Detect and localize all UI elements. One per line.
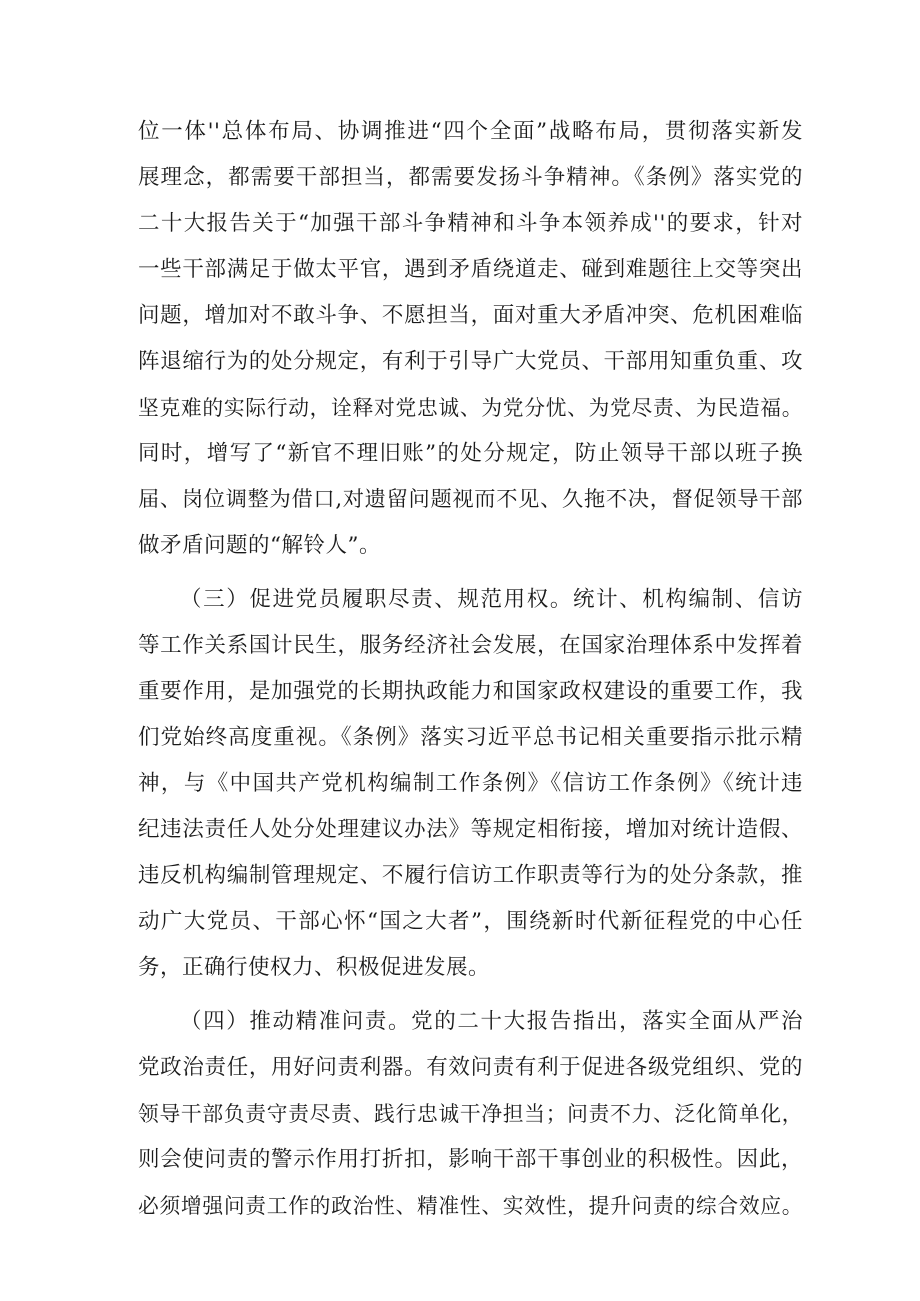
paragraph-3-line-4: 则会使问责的警示作用打折扣，影响干部干事创业的积极性。因此， xyxy=(138,1147,803,1172)
paragraph-1-line-4: 一些干部满足于做太平官，遇到矛盾绕道走、碰到难题往上交等突出 xyxy=(138,257,803,282)
paragraph-1-line-5: 问题，增加对不敢斗争、不愿担当，面对重大矛盾冲突、危机困难临 xyxy=(138,303,803,328)
paragraph-1-line-1: 位一体''总体布局、协调推进“四个全面”战略布局，贯彻落实新发 xyxy=(138,119,803,144)
paragraph-1-line-10: 做矛盾问题的“解铃人”。 xyxy=(138,533,381,558)
paragraph-1-line-9: 届、岗位调整为借口,对遗留问题视而不见、久拖不决，督促领导干部 xyxy=(138,487,803,512)
paragraph-1-line-7: 坚克难的实际行动，诠释对党忠诚、为党分忧、为党尽责、为民造福。 xyxy=(138,396,803,420)
paragraph-3-line-2: 党政治责任，用好问责利器。有效问责有利于促进各级党组织、党的 xyxy=(138,1055,803,1080)
paragraph-2-line-1: （三）促进党员履职尽责、规范用权。统计、机构编制、信访 xyxy=(180,587,803,612)
paragraph-2-line-2: 等工作关系国计民生，服务经济社会发展，在国家治理体系中发挥着 xyxy=(138,633,803,658)
paragraph-2-line-4: 们党始终高度重视。《条例》落实习近平总书记相关重要指示批示精 xyxy=(138,725,803,750)
paragraph-1-line-8: 同时，增写了“新官不理旧账”的处分规定，防止领导干部以班子换 xyxy=(138,441,803,466)
paragraph-2-line-7: 违反机构编制管理规定、不履行信访工作职责等行为的处分条款，推 xyxy=(138,863,803,888)
paragraph-2-line-9: 务，正确行使权力、积极促进发展。 xyxy=(138,955,491,980)
paragraph-3-line-5: 必须增强问责工作的政治性、精准性、实效性，提升问责的综合效应。 xyxy=(138,1194,803,1218)
paragraph-1-line-3: 二十大报告关于“加强干部斗争精神和斗争本领养成''的要求，针对 xyxy=(138,211,803,236)
paragraph-2-line-5: 神，与《中国共产党机构编制工作条例》《信访工作条例》《统计违 xyxy=(138,771,803,796)
paragraph-2-line-3: 重要作用，是加强党的长期执政能力和国家政权建设的重要工作，我 xyxy=(138,679,803,704)
paragraph-2-line-8: 动广大党员、干部心怀“国之大者”，围绕新时代新征程党的中心任 xyxy=(138,909,803,934)
paragraph-2-line-6: 纪违法责任人处分处理建议办法》等规定相衔接，增加对统计造假、 xyxy=(138,817,803,842)
paragraph-1-line-2: 展理念，都需要干部担当，都需要发扬斗争精神。《条例》落实党的 xyxy=(138,165,803,190)
paragraph-3-line-1: （四）推动精准问责。党的二十大报告指出，落实全面从严治 xyxy=(180,1009,803,1034)
paragraph-3-line-3: 领导干部负责守责尽责、践行忠诚干净担当；问责不力、泛化简单化， xyxy=(138,1102,803,1126)
paragraph-1-line-6: 阵退缩行为的处分规定，有利于引导广大党员、干部用知重负重、攻 xyxy=(138,349,803,374)
